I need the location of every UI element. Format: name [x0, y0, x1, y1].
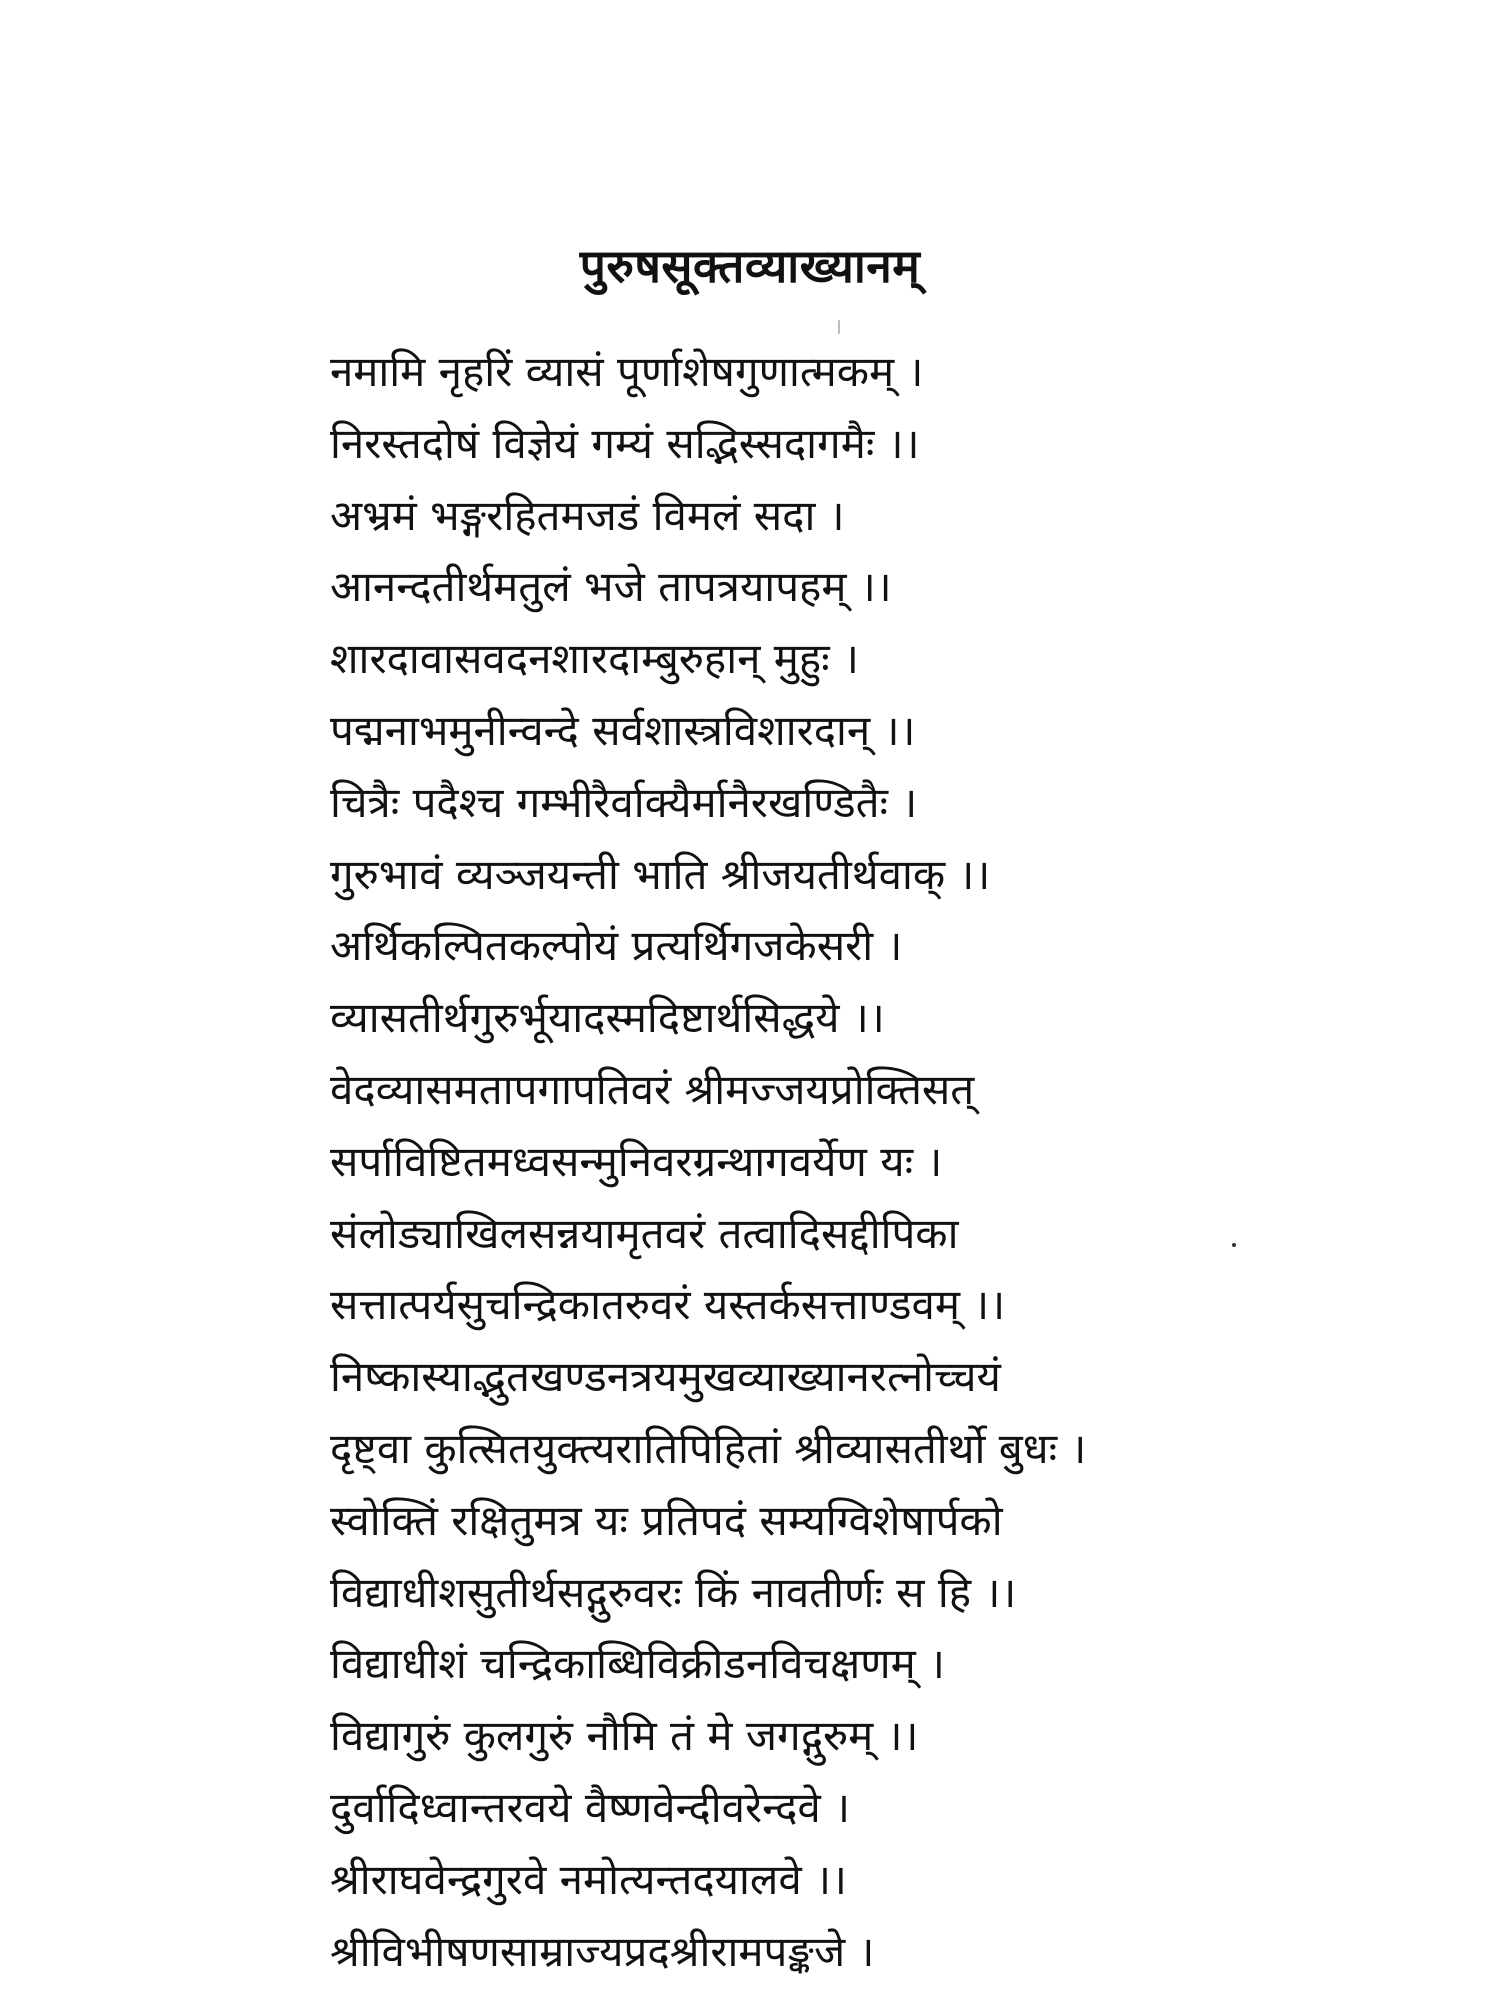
verse-line-10: व्यासतीर्थगुरुर्भूयादस्मदिष्टार्थसिद्धये ।।: [330, 993, 885, 1043]
verse-list: [330, 336, 1460, 1987]
scan-mark: [838, 320, 840, 334]
verse-line-19: विद्याधीशं चन्द्रिकाब्धिविक्रीडनविचक्षणम् ।: [330, 1639, 945, 1689]
verse-line-20: विद्यागुरुं कुलगुरुं नौमि तं मे जगद्गुरुम् ।।: [330, 1711, 919, 1761]
verse-line-5: शारदावासवदनशारदाम्बुरुहान् मुहुः ।: [330, 634, 859, 684]
verse-line-4: आनन्दतीर्थमतुलं भजे तापत्रयापहम् ।।: [330, 562, 892, 612]
verse-line-22: श्रीराघवेन्द्रगुरवे नमोत्यन्तदयालवे ।।: [330, 1854, 847, 1904]
verse-line-18: विद्याधीशसुतीर्थसद्गुरुवरः किं नावतीर्णः स हि ।।: [330, 1567, 1017, 1617]
verse-line-8: गुरुभावं व्यञ्जयन्ती भाति श्रीजयतीर्थवाक् ।।: [330, 849, 991, 899]
page-title: पुरुषसूक्तव्याख्यानम्: [579, 239, 921, 293]
verse-line-13: संलोड्याखिलसन्नयामृतवरं तत्वादिसद्दीपिका: [330, 1208, 959, 1258]
scan-speck: [1232, 1243, 1236, 1247]
verse-line-16: दृष्ट्वा कुत्सितयुक्त्यरातिपिहितां श्रीव्यासतीर्थो बुधः ।: [330, 1423, 1087, 1473]
verse-line-1: नमामि नृहरिं व्यासं पूर्णाशेषगुणात्मकम् ।: [330, 347, 924, 396]
verse-line-6: पद्मनाभमुनीन्वन्दे सर्वशास्त्रविशारदान् ।।: [330, 705, 916, 755]
verse-line-3: अभ्रमं भङ्गरहितमजडं विमलं सदा ।: [330, 490, 845, 540]
verse-line-15: निष्कास्याद्भुतखण्डनत्रयमुखव्याख्यानरत्नोच्चयं: [330, 1352, 1001, 1402]
verse-line-2: निरस्तदोषं विज्ञेयं गम्यं सद्भिस्सदागमैः ।।: [330, 418, 920, 468]
verse-line-7: चित्रैः पदैश्च गम्भीरैर्वाक्यैर्मानैरखण्डितैः ।: [330, 777, 918, 827]
verse-line-14: सत्तात्पर्यसुचन्द्रिकातरुवरं यस्तर्कसत्ताण्डवम् ।।: [330, 1280, 1006, 1330]
verse-line-17: स्वोक्तिं रक्षितुमत्र यः प्रतिपदं सम्यग्विशेषार्पको: [330, 1495, 1003, 1545]
verse-line-23: श्रीविभीषणसाम्राज्यप्रदश्रीरामपङ्कजे ।: [330, 1926, 875, 1976]
verse-line-11: वेदव्यासमतापगापतिवरं श्रीमज्जयप्रोक्तिसत्: [330, 1064, 975, 1114]
verse-line-9: अर्थिकल्पितकल्पोयं प्रत्यर्थिगजकेसरी ।: [330, 921, 903, 971]
verse-line-21: दुर्वादिध्वान्तरवये वैष्णवेन्दीवरेन्दवे ।: [330, 1782, 851, 1832]
verse-line-12: सर्पाविष्टितमध्वसन्मुनिवरग्रन्थागवर्येण यः ।: [330, 1136, 943, 1186]
